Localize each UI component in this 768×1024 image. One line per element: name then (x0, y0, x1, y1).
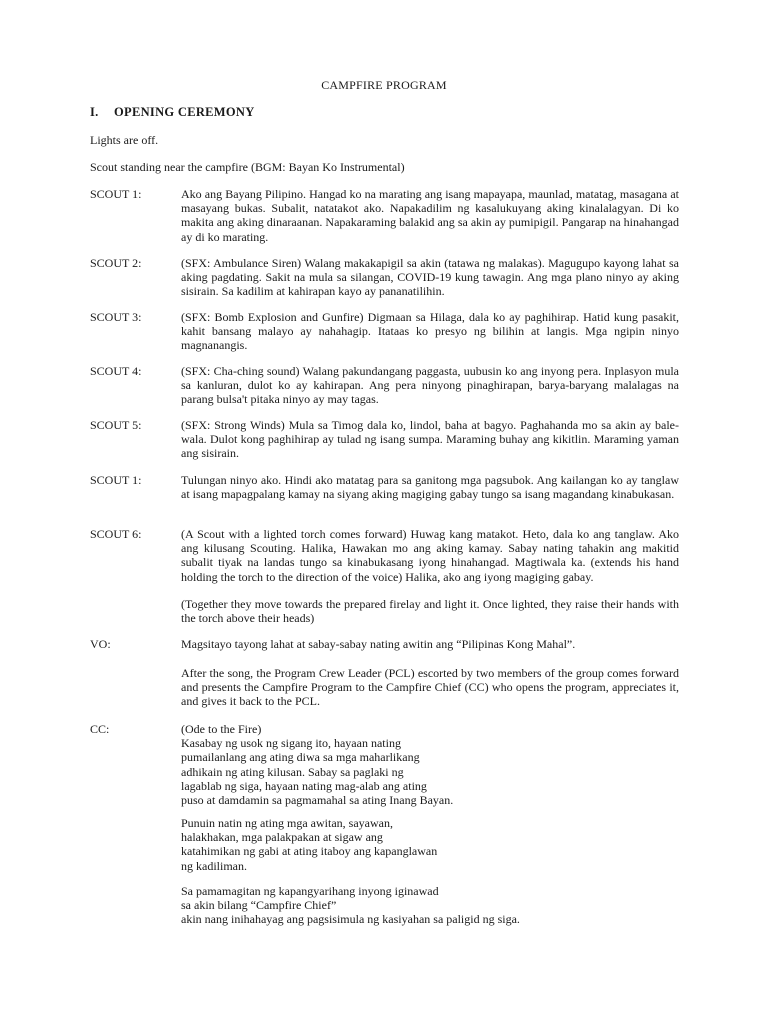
speaker-label: CC: (90, 722, 110, 736)
stage-note: Scout standing near the campfire (BGM: Bayan Ko Instrumental) (90, 160, 405, 174)
dialogue-text: (SFX: Cha-ching sound) Walang pakundangang paggasta, uubusin ko ang inyong pera. Inplasyon mula sa kanluran, dulot ko ay kahirapan. Ang pera ninyong pinaghirapan, barya-baryang malalagas na parang bulsa't pitaka ninyo ay may tagas. (181, 364, 679, 407)
dialogue-text: (SFX: Ambulance Siren) Walang makakapigil sa akin (tatawa ng malakas). Magugupo kayong lahat sa aking pagdating. Sakit na mula sa silangan, COVID-19 kung tawagin. Ang mga plano ninyo ay aking sisirain. Sa kadilim at kahirapan kayo ay pananatilihin. (181, 256, 679, 299)
dialogue-text: (A Scout with a lighted torch comes forward) Huwag kang matakot. Heto, dala ko ang tanglaw. Ako ang kilusang Scouting. Halika, Hawakan mo ang aking kamay. Sabay nating tahakin ang makitid subalit tiyak na landas tungo sa kinabukasang iyong hinahangad. Magtiwala ka. (extends his hand holding the torch to the direction of the voice) Halika, ako ang iyong magiging gabay. (181, 527, 679, 584)
speaker-label: SCOUT 4: (90, 364, 142, 378)
speaker-label: SCOUT 5: (90, 418, 142, 432)
section-number: I. (90, 105, 99, 119)
dialogue-text: (SFX: Strong Winds) Mula sa Timog dala ko, lindol, baha at bagyo. Paghahanda mo sa akin ay bale-wala. Dulot kong paghihirap ay tulad ng isang sumpa. Maraming buhay ang kikitlin. Maraming yaman ang sisirain. (181, 418, 679, 461)
dialogue-text: Magsitayo tayong lahat at sabay-sabay nating awitin ang “Pilipinas Kong Mahal”. (181, 637, 576, 651)
dialogue-text: Ako ang Bayang Pilipino. Hangad ko na marating ang isang mapayapa, maunlad, matatag, masagana at masayang bukas. Subalit, natatakot ako. Napakadilim ng kasalukuyang aking kinalalagyan. Di ko makita ang aking dinaraanan. Napakaraming balakid ang sa akin ay pumipigil. Pangarap na hinahangad ay di ko marating. (181, 187, 679, 244)
speaker-label: SCOUT 1: (90, 187, 142, 201)
speaker-label: SCOUT 2: (90, 256, 142, 270)
dialogue-text: (SFX: Bomb Explosion and Gunfire) Digmaan sa Hilaga, dala ko ay paghihirap. Hatid kung pasakit, kahit bansang malayo ay nahahagip. Itataas ko presyo ng bilihin at langis. Mga ngipin ninyo magnanangis. (181, 310, 679, 353)
stage-direction: After the song, the Program Crew Leader (PCL) escorted by two members of the group comes forward and presents the Campfire Program to the Campfire Chief (CC) who opens the program, appreciates it, and gives it back to the PCL. (181, 666, 679, 709)
ode-stanza: Punuin natin ng ating mga awitan, sayawan, halakhakan, mga palakpakan at sigaw ang katahimikan ng gabi at ating itaboy ang kapanglawan ng kadiliman. (181, 816, 438, 873)
section-heading (90, 105, 255, 120)
dialogue-text: Tulungan ninyo ako. Hindi ako matatag para sa ganitong mga pagsubok. Ang kailangan ko ay tanglaw at isang mapagpalang kamay na siyang aking magiging gabay tungo sa isang magandang kinabukasan. (181, 473, 679, 502)
stage-note: Lights are off. (90, 133, 159, 147)
ode-stanza: Sa pamamagitan ng kapangyarihang inyong iginawad sa akin bilang “Campfire Chief” akin nang inihahayag ang pagsisimula ng kasiyahan sa paligid ng siga. (181, 884, 520, 927)
document-title: CAMPFIRE PROGRAM (321, 78, 447, 92)
speaker-label: SCOUT 3: (90, 310, 142, 324)
speaker-label: SCOUT 6: (90, 527, 142, 541)
ode-stanza: (Ode to the Fire) Kasabay ng usok ng sigang ito, hayaan nating pumailanlang ang ating diwa sa mga maharlikang adhikain ng ating kilusan. Sabay sa paglaki ng lagablab ng siga, hayaan nating mag-alab ang ating puso at damdamin sa pagmamahal sa ating Inang Bayan. (181, 722, 454, 808)
stage-direction: (Together they move towards the prepared firelay and light it. Once lighted, they raise their hands with the torch above their heads) (181, 597, 679, 626)
section-title: OPENING CEREMONY (114, 105, 255, 119)
speaker-label: SCOUT 1: (90, 473, 142, 487)
speaker-label: VO: (90, 637, 111, 651)
